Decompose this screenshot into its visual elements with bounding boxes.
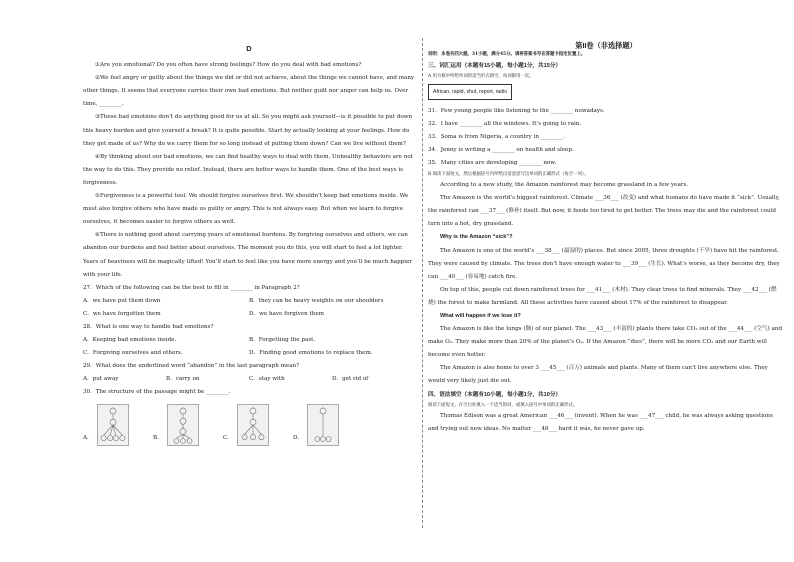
- structure-diagram-d: [307, 404, 339, 446]
- question-28-stem: 28．What is one way to handle bad emotions?: [83, 323, 214, 330]
- question-34: 34．Jenny is writing a ________ on health and sleep.: [428, 147, 574, 154]
- question-31: 31．Few young people like listening to the ________ nowadays.: [428, 108, 605, 115]
- q30-option-a[interactable]: [83, 404, 153, 446]
- question-27-options-row-2: [83, 308, 415, 321]
- q30-option-d-label: D．: [293, 435, 304, 442]
- structure-diagram-a: [97, 404, 129, 446]
- paragraph-3: ③These bad emotions don’t do anything good for us at all. So you might ask yourself—is it possible to put down this heavy burden and give yourself a break? It is quite possible. Start by actually looking at your feelings. How do they get made of us? Why do we carry them for so long instead of putting them down? Can we live without them?: [83, 114, 413, 147]
- question-33: 33．Soma is from Nigeria, a country in ________.: [428, 134, 565, 141]
- paragraph-4: ④By thinking about our bad emotions, we can find healthy ways to deal with them. Unhealthy behaviors are not the way to do this. They provide no relief. Instead, there are better ways to handle them. One of the best ways is forgiveness.: [83, 153, 413, 186]
- q30-option-c[interactable]: [223, 404, 293, 446]
- paragraph-5: ⑤Forgiveness is a powerful tool. We should forgive ourselves first. We shouldn’t keep bad emotions inside. We must also forgive others who have made us guilty or angry. This is not always easy. But when we learn to forgive ourselves, it becomes easier to forgive others as well.: [83, 193, 409, 226]
- question-28-options-row-2: [83, 347, 415, 360]
- section-4-instructions: 阅读下面短文，在空白处填入一个适当的词，或填入括号中单词的正确形式。: [428, 402, 578, 408]
- passage-b-heading-2: What will happen if we lose it?: [440, 313, 521, 319]
- section-b-instructions: B 阅读下面短文，然后根据括号内所给汉语意思写出单词的正确形式（每空一词）。: [428, 171, 589, 177]
- section-3-instructions: A 用方框中所给单词的适当形式填空，每词限用一次。: [428, 73, 534, 79]
- word-box: African, rapid, shut, report, radio: [428, 84, 512, 100]
- paragraph-6: ⑥There is nothing good about carrying years of emotional burdens. By forgiving ourselves and others, we can abandon our burdens and feel better about ourselves. The moment you do this, you will start to feel a lot lighter. Years of heaviness will be magically lifted! You’ll start to feel like you have more energy and you’ll be much happier with your life.: [83, 232, 413, 278]
- structure-diagram-b: [167, 404, 199, 446]
- q28-option-c[interactable]: C．Forgiving ourselves and others.: [83, 350, 183, 357]
- part-title: 第II卷（非选择题）: [575, 41, 637, 50]
- passage-b-p6: The Amazon is also home to over 3 ___45___ (百万) animals and plants. Many of them can’t live anywhere else. They would very likely just die out.: [428, 365, 768, 385]
- section-3-title: 三、词汇运用（本题有15小题，每小题1分，共15分）: [428, 62, 562, 69]
- question-29-options: [83, 373, 415, 386]
- paragraph-1: ①Are you emotional? Do you often have strong feelings? How do you deal with bad emotions?: [95, 62, 362, 69]
- q30-option-a-label: A．: [83, 435, 93, 442]
- question-30-options: [83, 404, 415, 446]
- passage-b-p3: The Amazon is one of the world’s ___38___ (最湿的) places. But since 2005, three droughts (干旱) have hit the rainforest. They were caused by climate. The trees don’t have enough water to ___39___ (生长). What’s worse, as they become dry, they can ___40___ (容易地) catch fire.: [428, 247, 780, 280]
- q29-option-d[interactable]: D．get rid of: [332, 376, 369, 383]
- section-4-title: 四、语法填空（本题有10小题，每小题1分，共10分）: [428, 391, 562, 398]
- question-27-options-row-1: [83, 295, 415, 308]
- q30-option-b-label: B．: [153, 435, 163, 442]
- q29-option-c[interactable]: C．stay with: [249, 376, 285, 383]
- q27-option-b[interactable]: B．they can be heavy weights on our shoulders: [249, 297, 384, 304]
- column-separator: [422, 38, 423, 528]
- passage-c-p1: Thomas Edison was a great American ___46___ (invent). When he was ___47___ child, he was always asking questions and trying out new ideas. No matter ___48___ hard it was, he never gave up.: [428, 413, 773, 433]
- passage-b-p4: On top of this, people cut down rainforest trees for ___41___ (木材). They clear trees to find minerals. They ___42___ (燃烧) the forest to make farmland. All these activities have caused about 17% of the rainforest to disappear.: [428, 286, 777, 306]
- structure-diagram-c: [237, 404, 269, 446]
- q29-option-b[interactable]: B．carry on: [166, 376, 200, 383]
- passage-b-p5: The Amazon is like the lungs (肺) of our planet. The ___43___ (丰富的) plants there take CO₂ out of the ___44___ (空气) and make O₂. They make more than 20% of the planet’s O₂. If the Amazon “dies”, there will be more CO₂ and our Earth will become even hotter.: [428, 326, 783, 359]
- q30-option-d[interactable]: [293, 404, 363, 446]
- passage-b-heading-1: Why is the Amazon “sick”?: [440, 234, 513, 241]
- section-letter: D: [246, 44, 252, 53]
- question-29-stem: 29．What does the underlined word “abandon” in the last paragraph mean?: [83, 363, 300, 370]
- q28-option-d[interactable]: D．Finding good emotions to replace them.: [249, 350, 373, 357]
- q27-option-d[interactable]: D．we have forgiven them: [249, 310, 324, 317]
- q28-option-a[interactable]: A．Keeping bad emotions inside.: [83, 337, 177, 344]
- q28-option-b[interactable]: B．Forgetting the past.: [249, 337, 316, 344]
- question-35: 35．Many cities are developing ________ now.: [428, 160, 557, 167]
- passage-b-p2: The Amazon is the world’s biggest rainforest. Climate ___36___ (改变) and what humans do have made it “sick”. Usually, the rainforest can ___37___ (修补) itself. But now, it feeds too tired to get better. The trees may die and the rainforest could turn into a hot, dry grassland.: [428, 195, 780, 228]
- left-column: [83, 40, 415, 446]
- paragraph-2: ②We feel angry or guilty about the things we did or did not achieve, about the things we cannot have, and many other things. It seems that everyone carries their own bad emotions. But neither guilt nor anger can help us. Over time, ________.: [83, 75, 415, 108]
- question-30-stem: 30．The structure of the passage might be ________.: [83, 389, 231, 396]
- q30-option-c-label: C．: [223, 435, 233, 442]
- q30-option-b[interactable]: [153, 404, 223, 446]
- right-column: [428, 40, 784, 436]
- passage-b-p1: According to a new study, the Amazon rainforest may become grassland in a few years.: [440, 182, 689, 189]
- part-note: 说明：本卷共四大题，31小题，满分45分。请将答案书写在答题卡指定位置上。: [428, 52, 586, 57]
- question-32: 32．I have ________ all the windows. It’s going to rain.: [428, 121, 582, 128]
- question-27-stem: 27．Which of the following can be the best to fill in ________ in Paragraph 2?: [83, 284, 300, 291]
- q27-option-c[interactable]: C．we have forgotten them: [83, 310, 161, 317]
- q29-option-a[interactable]: A．put away: [83, 376, 119, 383]
- q27-option-a[interactable]: A．we have put them down: [83, 297, 161, 304]
- question-28-options-row-1: [83, 334, 415, 347]
